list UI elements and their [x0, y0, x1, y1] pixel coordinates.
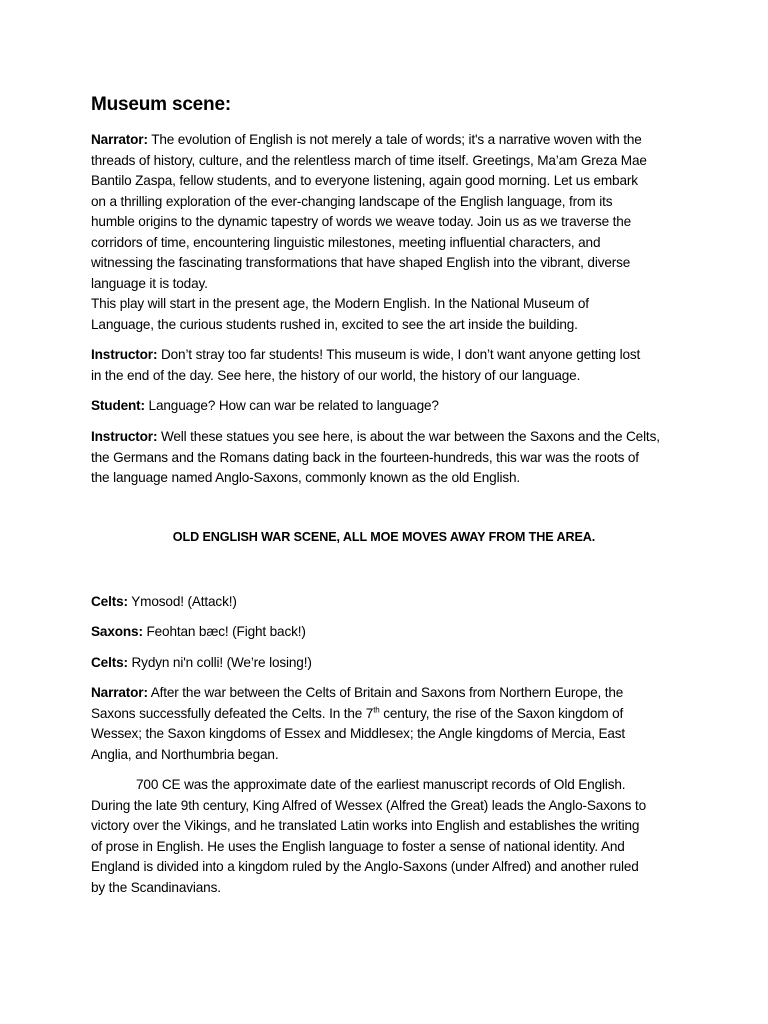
saxons-line-1 [91, 622, 681, 643]
speaker-label: Narrator: [91, 685, 148, 700]
speaker-label: Saxons: [91, 624, 143, 639]
dialogue-text: Ymosod! (Attack!) [127, 594, 237, 609]
superscript: th [373, 704, 380, 714]
dialogue-text: Rydyn ni'n colli! (We’re losing!) [127, 655, 312, 670]
speaker-label: Instructor: [91, 429, 158, 444]
speaker-label: Narrator: [91, 132, 148, 147]
celts-2-line [91, 653, 681, 674]
narrator-intro-paragraph [91, 130, 681, 335]
celts-line-1 [91, 592, 681, 613]
narrator-2-line-2 [91, 704, 681, 725]
speaker-label: Celts: [91, 655, 128, 670]
narrator-paragraph-2 [91, 683, 681, 765]
narrator-2-line-1 [91, 683, 681, 704]
narrator-3-line-2: During the late 9th century, King Alfred of Wessex (Alfred the Great) leads the Anglo-Saxons to [91, 797, 646, 813]
instructor-paragraph-1 [91, 345, 681, 386]
narrator-intro-line-2: threads of history, culture, and the relentless march of time itself. Greetings, Ma’am Greza Mae [91, 152, 647, 168]
instructor-2-line-3: the language named Anglo-Saxons, commonly known as the old English. [91, 470, 520, 485]
narrator-3-line-1: 700 CE was the approximate date of the earliest manuscript records of Old English. [136, 777, 626, 792]
narrator-paragraph-3 [91, 775, 681, 898]
instructor-1-line-1 [91, 345, 681, 366]
dialogue-text: Language? How can war be related to language? [144, 398, 439, 413]
narrator-2-line-3: Wessex; the Saxon kingdoms of Essex and Middlesex; the Angle kingdoms of Mercia, East [91, 726, 626, 741]
student-paragraph-1 [91, 396, 681, 417]
narrator-2-line-4: Anglia, and Northumbria began. [91, 746, 279, 762]
saxons-1-line [91, 622, 681, 643]
dialogue-text: The evolution of English is not merely a tale of words; it's a narrative woven with the [147, 132, 642, 147]
narrator-intro-line-10: Language, the curious students rushed in, excited to see the art inside the building. [91, 316, 578, 332]
celts-line-2 [91, 653, 681, 674]
celts-1-line [91, 592, 681, 613]
page-heading: Museum scene: [91, 94, 231, 115]
narrator-intro-line-6: corridors of time, encountering linguistic milestones, meeting influential characters, and [91, 234, 601, 250]
instructor-1-line-2: in the end of the day. See here, the history of our world, the history of our language. [91, 367, 581, 383]
dialogue-text: Saxons successfully defeated the Celts. In the 7 [91, 705, 374, 721]
narrator-intro-line-4: on a thrilling exploration of the ever-changing landscape of the English language, from its [91, 193, 613, 209]
narrator-intro-line-9: This play will start in the present age, the Modern English. In the National Museum of [91, 296, 589, 311]
narrator-3-line-6: by the Scandinavians. [91, 879, 221, 895]
instructor-paragraph-2 [91, 427, 681, 489]
dialogue-text: Don’t stray too far students! This museum is wide, I don’t want anyone getting lost [157, 347, 641, 362]
narrator-intro-line-7: witnessing the fascinating transformations that have shaped English into the vibrant, diverse [91, 255, 631, 270]
dialogue-text: After the war between the Celts of Britain and Saxons from Northern Europe, the [147, 685, 624, 700]
narrator-3-line-3: victory over the Vikings, and he translated Latin works into English and establishes the writing [91, 818, 640, 833]
narrator-intro-line-5: humble origins to the dynamic tapestry of words we weave today. Join us as we traverse the [91, 214, 632, 229]
narrator-3-line-5: England is divided into a kingdom ruled by the Anglo-Saxons (under Alfred) and another ruled [91, 859, 639, 874]
instructor-2-line-1 [91, 427, 681, 448]
speaker-label: Instructor: [91, 347, 158, 362]
narrator-intro-line-8: language it is today. [91, 275, 208, 291]
dialogue-text: century, the rise of the Saxon kingdom of [379, 705, 624, 721]
dialogue-text: Feohtan bæc! (Fight back!) [142, 624, 306, 639]
narrator-intro-line-1 [91, 130, 681, 151]
narrator-3-line-4: of prose in English. He uses the English language to foster a sense of national identity. And [91, 838, 625, 854]
scene-title: OLD ENGLISH WAR SCENE, ALL MOE MOVES AWAY FROM THE AREA. [172, 530, 596, 544]
dialogue-text: Well these statues you see here, is about the war between the Saxons and the Celts, [157, 429, 660, 444]
instructor-2-line-2: the Germans and the Romans dating back in the fourteen-hundreds, this war was the roots of [91, 449, 639, 465]
speaker-label: Celts: [91, 594, 128, 609]
speaker-label: Student: [91, 398, 145, 413]
student-1-line-1 [91, 396, 681, 417]
narrator-intro-line-3: Bantilo Zaspa, fellow students, and to everyone listening, again good morning. Let us embark [91, 173, 638, 188]
